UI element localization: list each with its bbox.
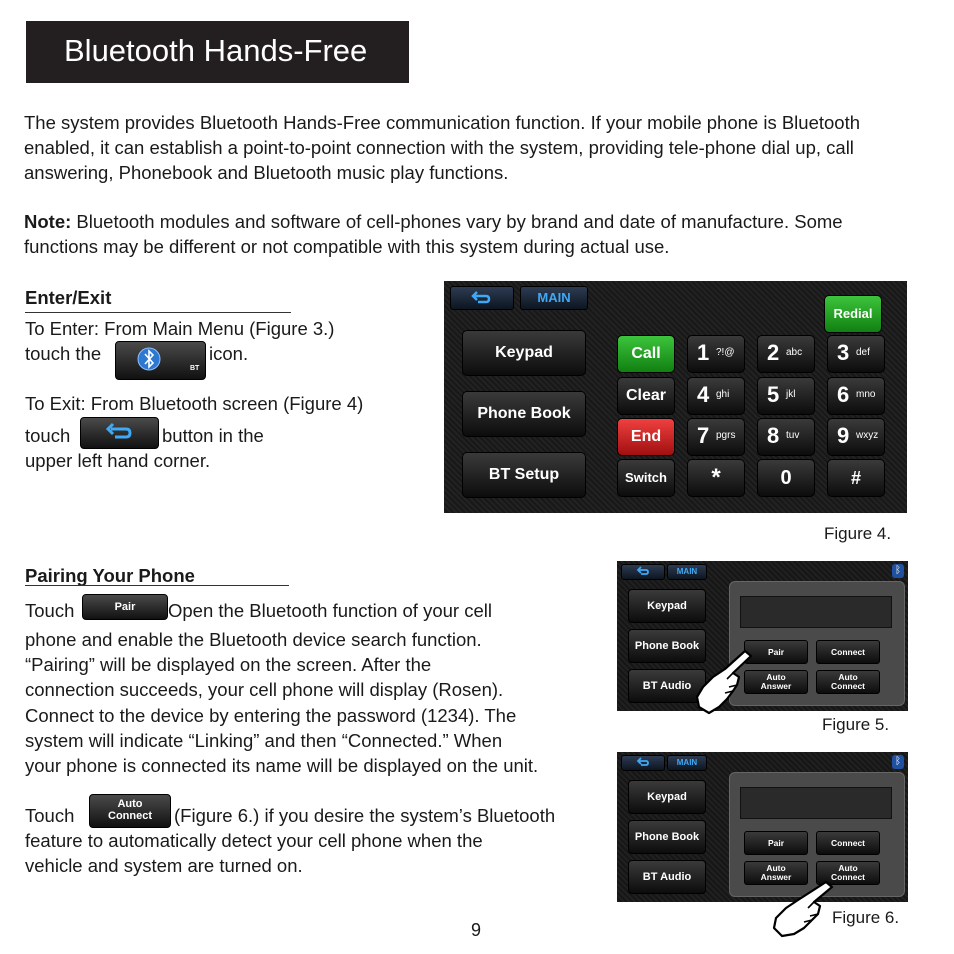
figure-5-caption: Figure 5.	[822, 715, 890, 734]
answer-label: Answer	[760, 681, 792, 691]
key-star[interactable]: *	[687, 459, 745, 497]
main-button[interactable]: MAIN	[667, 564, 707, 580]
key-letters: ghi	[716, 389, 730, 400]
key-letters: tuv	[786, 430, 800, 441]
figure-4-caption: Figure 4.	[824, 524, 892, 543]
key-digit: 4	[697, 382, 710, 407]
keypad-button[interactable]: Keypad	[628, 780, 706, 814]
bluetooth-menu-icon	[115, 341, 206, 380]
pairing-p1-line: Connect to the device by entering the password (1234). The	[25, 705, 517, 726]
auto-connect-button[interactable]	[816, 670, 880, 694]
pairing-p2-line: vehicle and system are turned on.	[25, 855, 303, 876]
key-8[interactable]	[757, 418, 815, 456]
key-3[interactable]	[827, 335, 885, 373]
exit-line3: upper left hand corner.	[25, 450, 211, 471]
exit-after-text: button in the	[162, 425, 264, 446]
status-display	[740, 787, 892, 819]
phone-book-button[interactable]: Phone Book	[462, 391, 586, 437]
keypad-button[interactable]: Keypad	[628, 589, 706, 623]
clear-button[interactable]: Clear	[617, 377, 675, 415]
call-button[interactable]: Call	[617, 335, 675, 373]
page-title: Bluetooth Hands-Free	[64, 33, 368, 68]
key-digit: 3	[837, 340, 850, 365]
pair-button-image: Pair	[82, 594, 168, 620]
key-digit: 5	[767, 382, 780, 407]
back-button-image	[80, 417, 159, 449]
auto-label: Auto	[766, 672, 786, 682]
key-digit: 8	[767, 423, 780, 448]
key-digit: 7	[697, 423, 710, 448]
key-digit: 9	[837, 423, 850, 448]
key-1[interactable]	[687, 335, 745, 373]
note-label: Note:	[24, 211, 72, 232]
key-letters: pgrs	[716, 430, 736, 441]
connect-label: Connect	[831, 872, 865, 882]
back-button[interactable]	[450, 286, 514, 310]
heading-rule	[25, 312, 291, 313]
key-digit: 1	[697, 340, 710, 365]
pointing-hand-icon	[770, 878, 840, 940]
pairing-p2-line: feature to automatically detect your cell phone when the	[25, 830, 483, 851]
key-digit: 2	[767, 340, 780, 365]
note-text: Bluetooth modules and software of cell-phones vary by brand and date of manufacture. Some functions may be different or not compatible with this system during actual use.	[24, 211, 843, 257]
pairing-p1-rest: Open the Bluetooth function of your cell	[168, 600, 492, 621]
key-letters: abc	[786, 347, 803, 358]
enter-icon-text: icon.	[209, 343, 249, 364]
pairing-heading: Pairing Your Phone	[25, 565, 195, 586]
enter-exit-heading: Enter/Exit	[25, 287, 112, 308]
back-button[interactable]	[621, 755, 665, 771]
key-5[interactable]	[757, 377, 815, 415]
figure-6-caption: Figure 6.	[832, 908, 900, 927]
intro-paragraph: The system provides Bluetooth Hands-Free communication function. If your mobile phone is Bluetooth enabled, it can establish a point-to-point connection with the system, providing tele-phone dial up, call answering, Phonebook and Bluetooth music play functions.	[24, 112, 861, 183]
key-0[interactable]: 0	[757, 459, 815, 497]
key-hash[interactable]: #	[827, 459, 885, 497]
end-button[interactable]: End	[617, 418, 675, 456]
bt-setup-button[interactable]: BT Setup	[462, 452, 586, 498]
phone-book-button[interactable]: Phone Book	[628, 629, 706, 663]
bt-icon-label: BT	[190, 365, 200, 372]
bt-audio-button[interactable]: BT Audio	[628, 669, 706, 703]
pair-button[interactable]: Pair	[744, 640, 808, 664]
key-7[interactable]	[687, 418, 745, 456]
heading-rule	[25, 585, 289, 586]
connect-label: Connect	[831, 681, 865, 691]
auto-label: Auto	[838, 672, 858, 682]
figure-6-auto-connect-screen	[617, 752, 908, 902]
page-number: 9	[471, 920, 482, 940]
main-button[interactable]: MAIN	[520, 286, 588, 310]
key-letters: jkl	[786, 389, 796, 400]
key-6[interactable]	[827, 377, 885, 415]
bluetooth-status-icon: ᛒ	[892, 755, 904, 769]
bluetooth-icon	[116, 342, 205, 379]
key-letters: ?!@	[716, 347, 735, 358]
pointing-hand-icon	[693, 647, 765, 719]
redial-button[interactable]: Redial	[824, 295, 882, 333]
pairing-p1-line: “Pairing” will be displayed on the screen. After the	[25, 654, 432, 675]
connect-button[interactable]: Connect	[816, 831, 880, 855]
enter-line1: To Enter: From Main Menu (Figure 3.)	[25, 318, 335, 339]
figure-4-keypad-screen	[444, 281, 907, 513]
auto-connect-button-image	[89, 794, 171, 828]
auto-label: Auto	[117, 798, 143, 810]
connect-button[interactable]: Connect	[816, 640, 880, 664]
status-display	[740, 596, 892, 628]
pairing-p1-line: connection succeeds, your cell phone will display (Rosen).	[25, 679, 504, 700]
pairing-p1-line: phone and enable the Bluetooth device search function.	[25, 629, 482, 650]
pairing-touch-text: Touch	[25, 600, 75, 621]
main-button[interactable]: MAIN	[667, 755, 707, 771]
back-arrow-icon	[622, 756, 664, 770]
back-arrow-icon	[81, 418, 158, 448]
key-4[interactable]	[687, 377, 745, 415]
key-2[interactable]	[757, 335, 815, 373]
bluetooth-status-icon: ᛒ	[892, 564, 904, 578]
key-digit: 6	[837, 382, 850, 407]
figure-5-pair-screen	[617, 561, 908, 711]
phone-book-button[interactable]: Phone Book	[628, 820, 706, 854]
keypad-button[interactable]: Keypad	[462, 330, 586, 376]
enter-touch-text: touch the	[25, 343, 102, 364]
key-letters: wxyz	[856, 430, 879, 441]
back-arrow-icon	[451, 287, 513, 309]
note-paragraph	[24, 209, 904, 259]
auto-label: Auto	[838, 863, 858, 873]
back-button[interactable]	[621, 564, 665, 580]
key-9[interactable]	[827, 418, 885, 456]
answer-label: Answer	[760, 872, 792, 882]
exit-touch-text: touch	[25, 425, 71, 446]
pairing-p2-rest: (Figure 6.) if you desire the system’s Bluetooth	[174, 805, 556, 826]
pairing-touch2-text: Touch	[25, 805, 75, 826]
pairing-p1-line: your phone is connected its name will be displayed on the unit.	[25, 755, 539, 776]
exit-line1: To Exit: From Bluetooth screen (Figure 4)	[25, 393, 364, 414]
pairing-p1-line: system will indicate “Linking” and then “Connected.” When	[25, 730, 503, 751]
auto-label: Auto	[766, 863, 786, 873]
bt-audio-button[interactable]: BT Audio	[628, 860, 706, 894]
connect-label: Connect	[108, 810, 152, 822]
key-letters: mno	[856, 389, 876, 400]
key-letters: def	[856, 347, 870, 358]
pair-button[interactable]: Pair	[744, 831, 808, 855]
back-arrow-icon	[622, 565, 664, 579]
switch-button[interactable]: Switch	[617, 459, 675, 497]
